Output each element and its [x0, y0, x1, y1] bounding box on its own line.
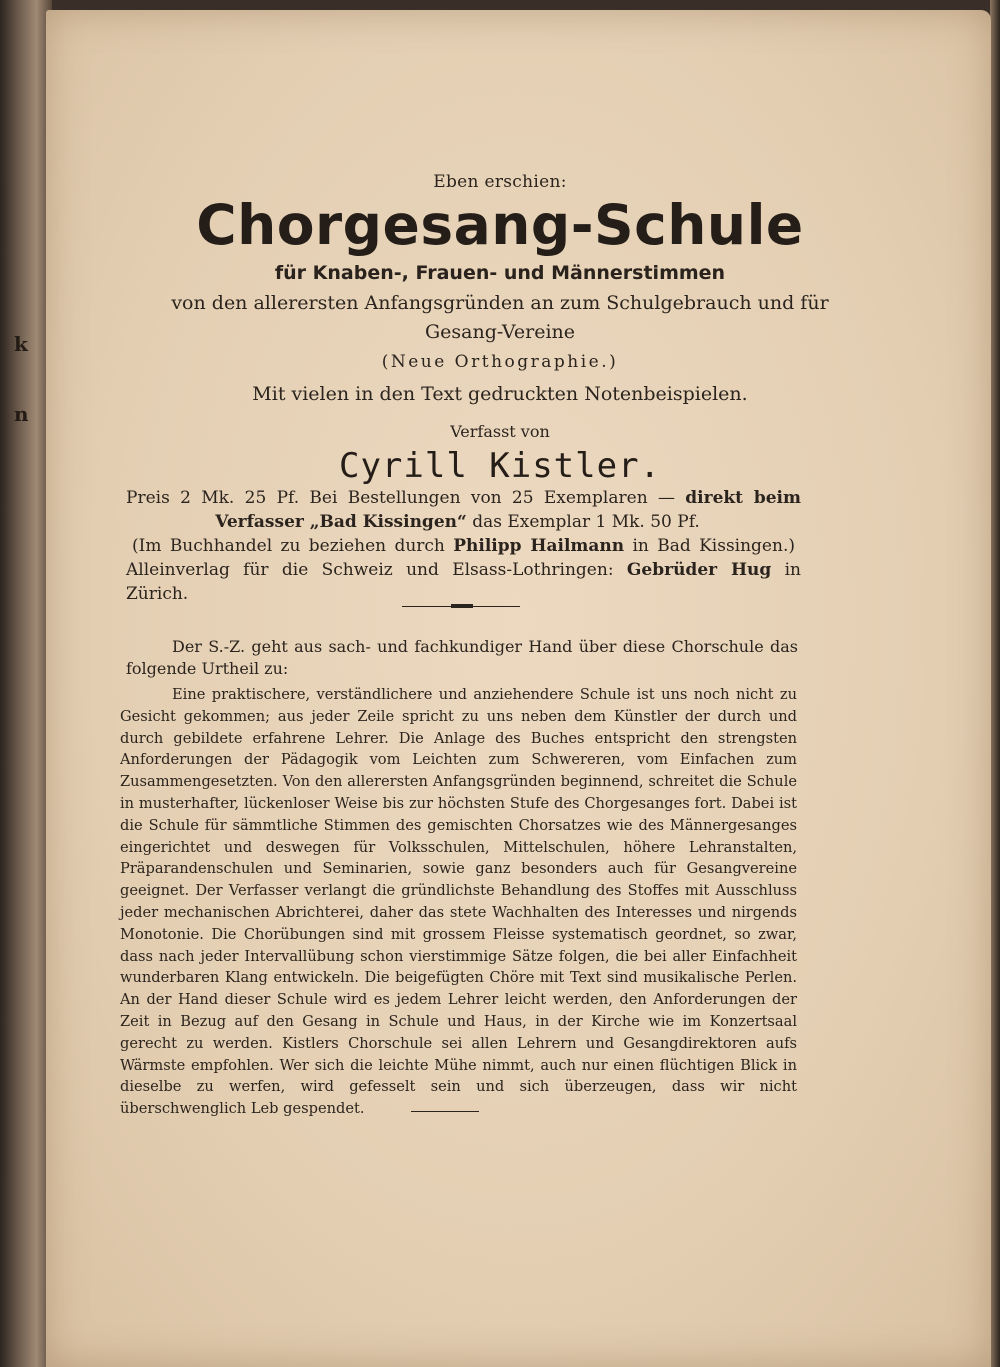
publisher-name: Gebrüder Hug	[626, 560, 772, 580]
bookshop-text: (Im Buchhandel zu beziehen durch	[132, 536, 445, 556]
left-page-letter: k	[14, 332, 28, 356]
book-title: Chorgesang-Schule	[196, 193, 804, 257]
divider-ornament	[451, 604, 473, 608]
publisher-location: in Zürich.	[126, 560, 801, 604]
examples-note: Mit vielen in den Text gedruckten Notenbeispielen.	[252, 383, 748, 405]
copy-price: das Exemplar 1 Mk. 50 Pf.	[472, 512, 700, 532]
price-text: Preis 2 Mk. 25 Pf. Bei Bestellungen von 25 Exemplaren —	[126, 488, 675, 508]
review-intro-text: Der S.-Z. geht aus sach- und fachkundiger Hand über diese Chorschule das folgende Urtheil zu:	[126, 637, 798, 678]
orthography-note: (Neue Orthographie.)	[381, 352, 619, 372]
review-quote: Eine praktischere, verständlichere und anziehendere Schule ist uns noch nicht zu Gesicht gekommen; aus jeder Zeile spricht zu uns neben dem Künstler der durch und durch gebildete erfahrene Lehrer. Die Anlage des Buches entspricht den strengsten Anforderungen der Pädagogik vom Leichten zum Schwereren, vom Einfachen zum Zusammengesetzten. Von den allerersten Anfangsgründen beginnend, schreitet die Schule in musterhafter, lückenloser Weise bis zur höchsten Stufe des Chorgesanges fort. Dabei ist die Schule für sämmtliche Stimmen des gemischten Chorsatzes wie des Männergesanges eingerichtet und deswegen für Volksschulen, Mittelschulen, höhere Lehranstalten, Präparandenschulen und Seminarien, sowie ganz besonders auch für Gesangvereine geeignet. Der Verfasser verlangt die gründlichste Behandlung des Stoffes mit Ausschluss jeder mechanischen Abrichterei, daher das stete Wachhalten des Interesses und nirgends Monotonie. Die Chorübungen sind mit grossem Fleisse systematisch geordnet, so zwar, dass nach jeder Intervallübung schon vierstimmige Sätze folgen, die bei aller Einfachheit wunderbaren Klang entwickeln. Die beigefügten Chöre mit Text sind musikalische Perlen. An der Hand dieser Schule wird es jedem Lehrer leicht werden, den Anforderungen der Zeit in Bezug auf den Gesang in Schule und Haus, in der Kirche wie im Konzertsaal gerecht zu werden. Kistlers Chorschule sei allen Lehrern und Gesangdirektoren aufs Wärmste empfohlen. Wer sich die leichte Mühe nimmt, auch nur einen flüchtigen Blick in dieselbe zu werfen, wird gefesselt sein und sich überzeugen, dass wir nicht überschwenglich Leb gespendet.	[120, 686, 797, 1118]
book-subtitle: für Knaben-, Frauen- und Männerstimmen	[274, 262, 726, 284]
author-name: Cyrill Kistler.	[338, 446, 662, 486]
author-intro: Verfasst von	[450, 422, 550, 441]
pricing-block	[126, 486, 801, 606]
publisher-line	[126, 558, 801, 606]
author-address: Verfasser „Bad Kissingen“	[215, 512, 467, 532]
review-intro	[126, 636, 798, 680]
bookshop-line	[126, 534, 801, 558]
description-line: Gesang-Vereine	[424, 321, 576, 343]
price-line	[126, 486, 801, 510]
description-line: von den allerersten Anfangsgründen an zum Schulgebrauch und für	[171, 292, 829, 314]
publisher-text: Alleinverlag für die Schweiz und Elsass-Lothringen:	[126, 560, 614, 580]
author-price-line	[126, 510, 801, 534]
bookseller-name: Philipp Hailmann	[453, 536, 625, 556]
end-rule	[411, 1111, 479, 1112]
announcement-heading: Eben erschien:	[433, 172, 567, 192]
bookshop-location: in Bad Kissingen.)	[632, 536, 795, 556]
left-page-letter: n	[14, 402, 29, 426]
price-emphasis: direkt beim	[685, 488, 801, 508]
